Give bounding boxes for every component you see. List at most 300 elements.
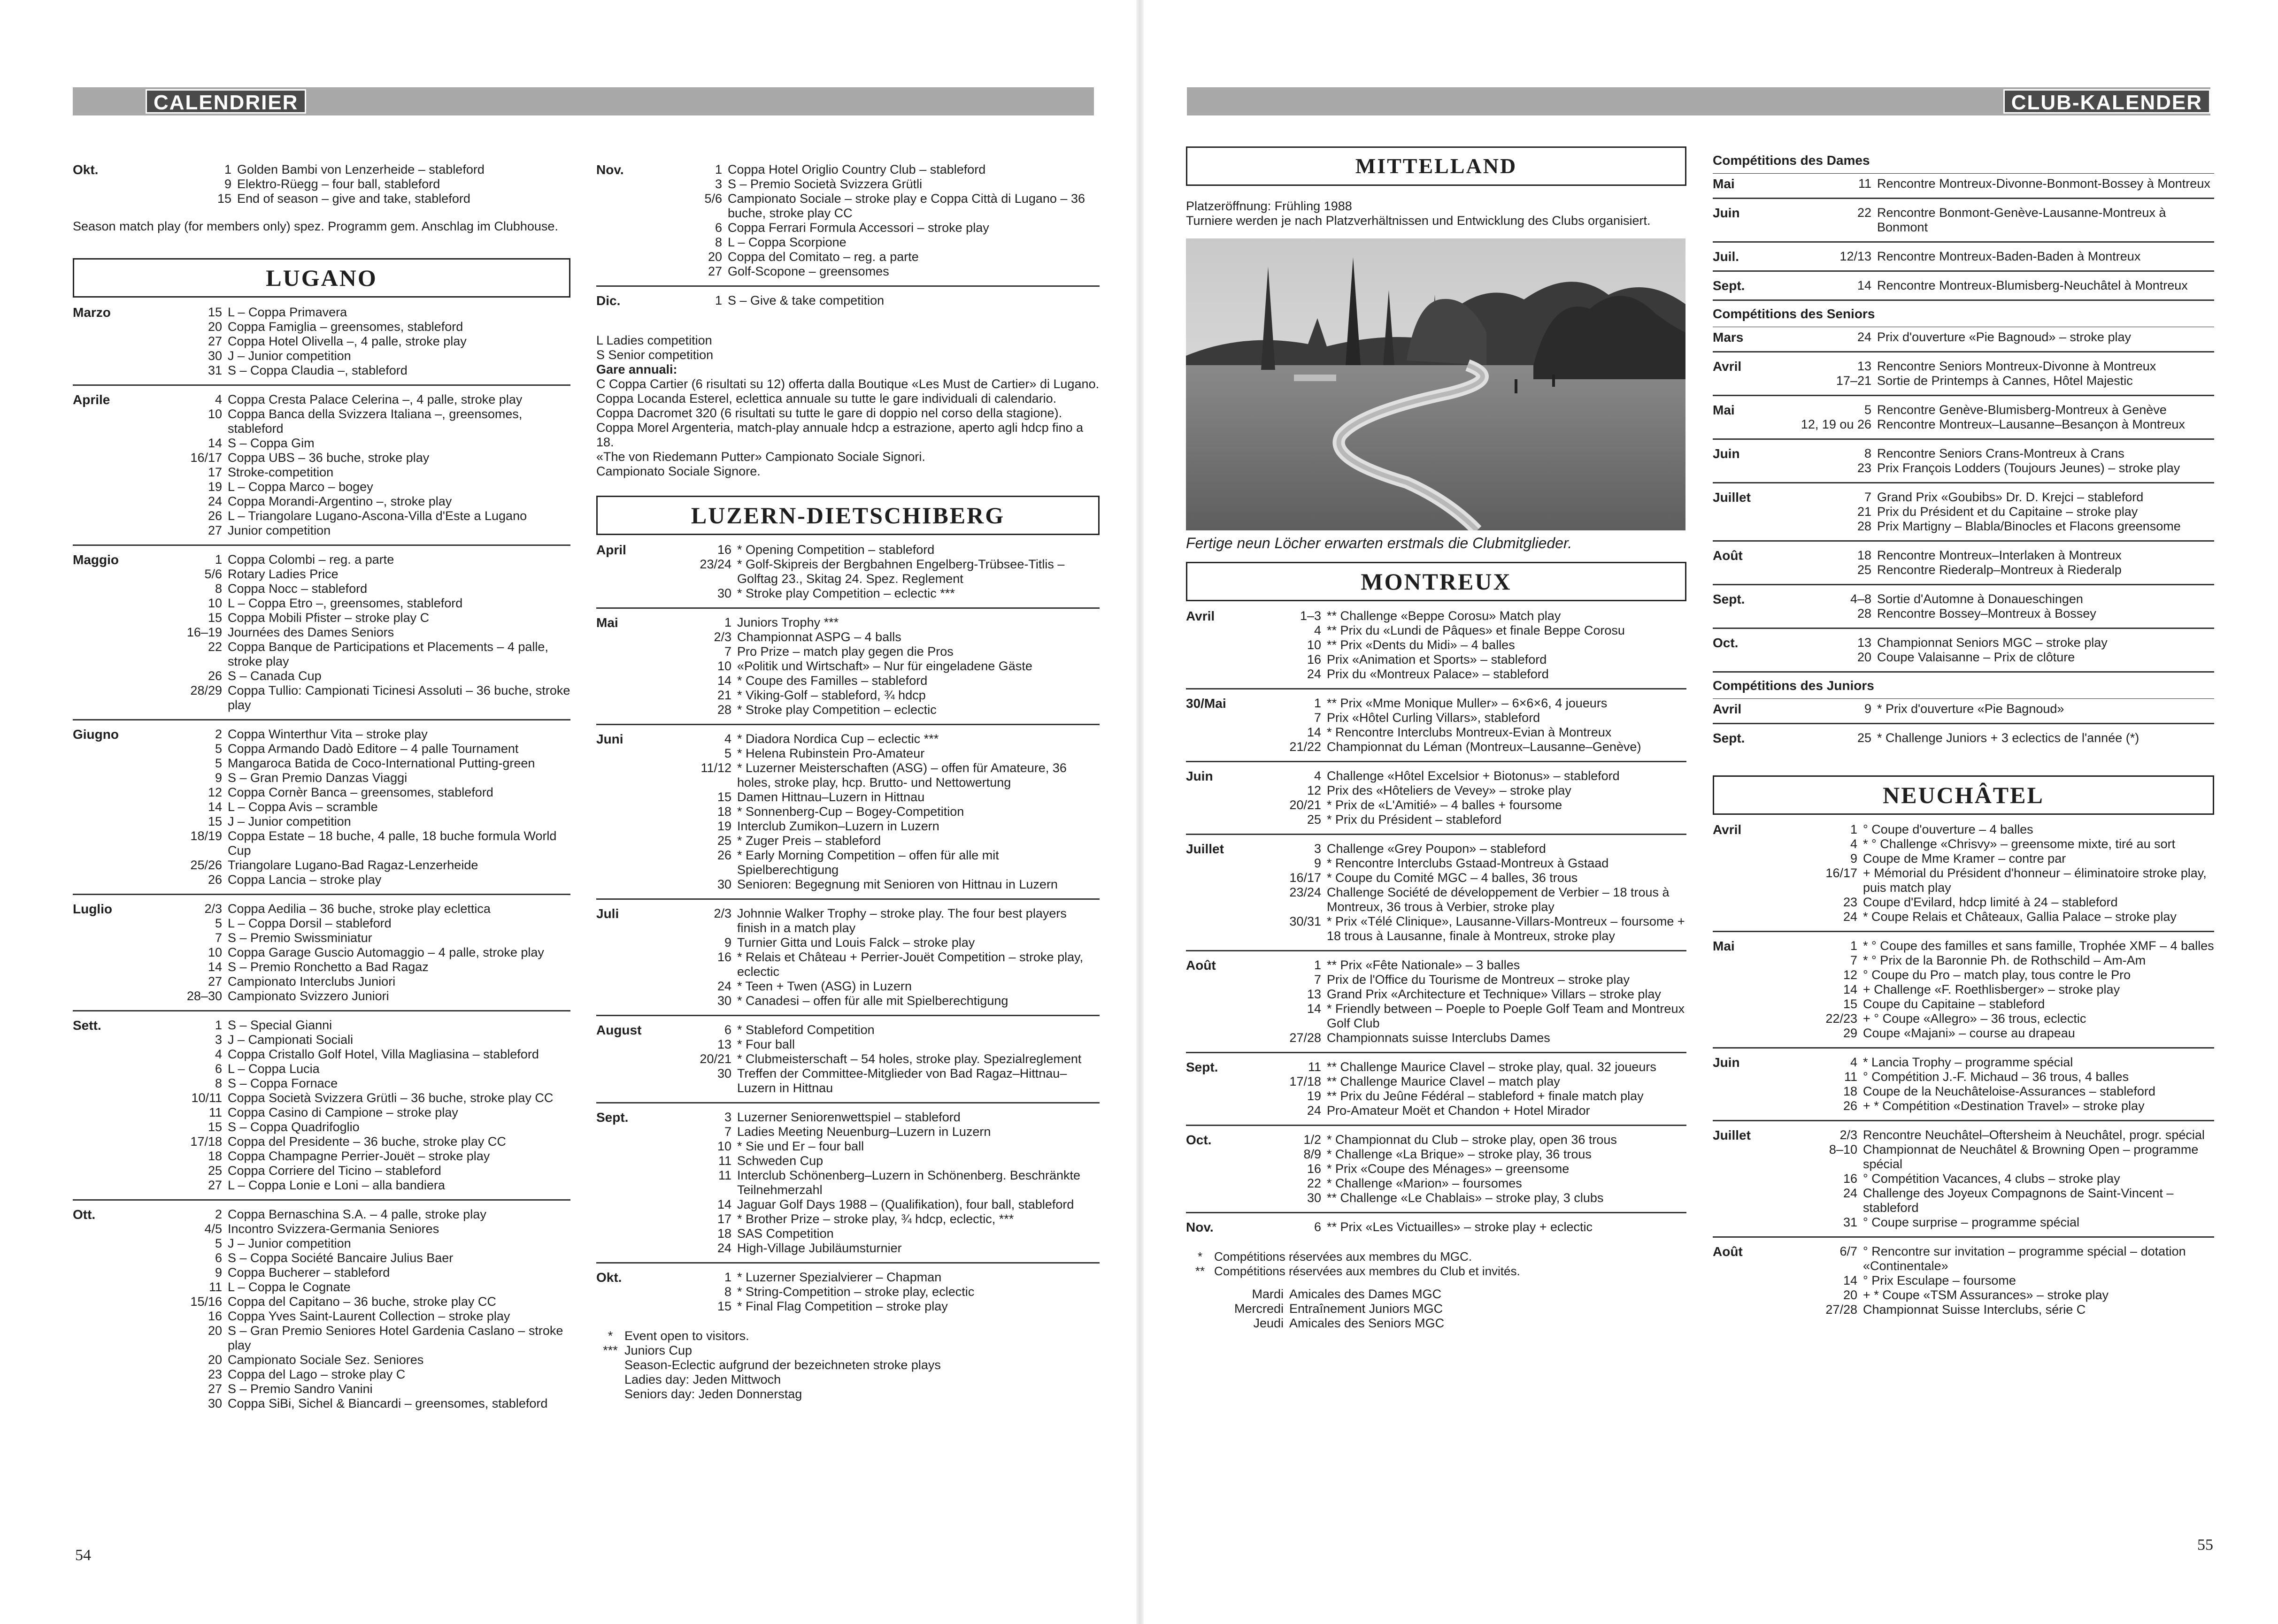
montreux-competitions bbox=[1713, 147, 2214, 752]
event-date: 14 bbox=[717, 1197, 731, 1211]
event-entry bbox=[1256, 652, 1686, 667]
event-entry bbox=[667, 979, 1100, 994]
event-date: 16 bbox=[1307, 652, 1321, 666]
event-entry bbox=[667, 834, 1100, 848]
event-date: 22 bbox=[1307, 1176, 1321, 1190]
event-entry bbox=[667, 659, 1100, 674]
club-title-montreux: MONTREUX bbox=[1186, 562, 1686, 601]
event-entry bbox=[143, 829, 570, 858]
lugano-calendar-continued bbox=[596, 160, 1100, 314]
event-title: Johnnie Walker Trophy – stroke play. The four best players finish in a match play bbox=[737, 906, 1067, 935]
event-title: S – Gran Premio Danzas Viaggi bbox=[228, 771, 408, 785]
event-entry bbox=[667, 1270, 1100, 1285]
event-title: L – Coppa le Cognate bbox=[228, 1280, 351, 1294]
event-entry bbox=[667, 1052, 1100, 1066]
event-entry bbox=[667, 162, 1100, 177]
event-title: Rencontre Seniors Crans-Montreux à Crans bbox=[1877, 446, 2124, 460]
event-entry bbox=[667, 557, 1100, 586]
event-title: * Friendly between – Poeple to Poeple Golf Team and Montreux Golf Club bbox=[1327, 1002, 1685, 1030]
event-date: 14 bbox=[1857, 278, 1871, 292]
event-date: 13 bbox=[1857, 359, 1871, 373]
event-date: 12 bbox=[1843, 968, 1857, 982]
event-date: 15 bbox=[208, 814, 222, 828]
month-block bbox=[1713, 198, 2214, 241]
event-title: Elektro-Rüegg – four ball, stableford bbox=[237, 177, 440, 191]
event-date: 22/23 bbox=[1825, 1011, 1857, 1026]
event-entry bbox=[143, 742, 570, 756]
event-title: Coppa Hotel Origlio Country Club – stableford bbox=[728, 162, 986, 176]
event-entry bbox=[1256, 783, 1686, 798]
page-number-left: 54 bbox=[75, 1547, 91, 1564]
event-title: S – Premio Sandro Vanini bbox=[228, 1382, 373, 1396]
event-date: 15 bbox=[717, 1299, 731, 1313]
month-name: Sett. bbox=[73, 1018, 101, 1033]
mittelland-text-2: Turniere werden je nach Platzverhältnissen und Entwicklung des Clubs organisiert. bbox=[1186, 214, 1651, 228]
event-list bbox=[1783, 548, 2214, 577]
event-entry bbox=[143, 162, 570, 177]
event-entry bbox=[1783, 702, 2214, 716]
month-name: Août bbox=[1713, 548, 1743, 563]
event-date: 20/21 bbox=[700, 1052, 731, 1066]
event-date: 1 bbox=[715, 293, 722, 307]
event-entry bbox=[1783, 176, 2214, 191]
event-title: Junior competition bbox=[228, 523, 331, 537]
month-block bbox=[73, 719, 570, 894]
event-list bbox=[667, 615, 1100, 717]
event-title: ° Compétition J.-F. Michaud – 36 trous, 4 balles bbox=[1863, 1070, 2129, 1084]
gare-annuali-item: Coppa Locanda Esterel, eclettica annuale su tutte le gare individuali di calendario. bbox=[596, 391, 1057, 406]
event-date: 16/17 bbox=[1289, 871, 1321, 885]
event-entry bbox=[667, 950, 1100, 979]
event-title: Prix de l'Office du Tourisme de Montreux – stroke play bbox=[1327, 973, 1630, 987]
event-entry bbox=[143, 611, 570, 625]
month-name: Sept. bbox=[1713, 592, 1745, 606]
event-date: 27 bbox=[708, 264, 722, 278]
event-entry bbox=[143, 1222, 570, 1236]
lugano-abbreviations bbox=[596, 333, 1100, 362]
event-entry bbox=[667, 732, 1100, 746]
event-date: 3 bbox=[1314, 842, 1321, 856]
event-entry bbox=[667, 1168, 1100, 1197]
event-entry bbox=[1256, 914, 1686, 943]
event-list bbox=[667, 543, 1100, 601]
event-title: Championnats suisse Interclubs Dames bbox=[1327, 1031, 1550, 1045]
event-date: 20 bbox=[208, 1353, 222, 1367]
event-title: L – Coppa Etro –, greensomes, stableford bbox=[228, 596, 463, 610]
event-entry bbox=[143, 1236, 570, 1251]
month-block bbox=[596, 898, 1100, 1015]
event-date: 5 bbox=[215, 1236, 222, 1250]
event-entry bbox=[1256, 725, 1686, 740]
event-title: Triangolare Lugano-Bad Ragaz-Lenzerheide bbox=[228, 858, 478, 872]
month-name: Juin bbox=[1713, 446, 1740, 461]
event-date: 4/5 bbox=[204, 1222, 222, 1236]
season-match-play-note: Season match play (for members only) spez. Programm gem. Anschlag im Clubhouse. bbox=[73, 219, 558, 233]
event-date: 10 bbox=[717, 659, 731, 673]
event-date: 26 bbox=[717, 848, 731, 862]
weekly-row bbox=[1186, 1316, 1686, 1331]
event-date: 24 bbox=[717, 979, 731, 993]
event-date: 11 bbox=[1858, 176, 1871, 191]
event-date: 16 bbox=[717, 950, 731, 964]
event-date: 19 bbox=[1307, 1089, 1321, 1103]
event-date: 19 bbox=[717, 819, 731, 833]
event-entry bbox=[1256, 769, 1686, 783]
event-entry bbox=[143, 625, 570, 640]
event-title: SAS Competition bbox=[737, 1226, 834, 1241]
event-entry bbox=[1783, 490, 2214, 505]
event-entry bbox=[667, 644, 1100, 659]
event-date: 30 bbox=[717, 877, 731, 891]
legend-text: Compétitions réservées aux membres du Club et invités. bbox=[1214, 1264, 1520, 1278]
event-title: Coppa Armando Dadò Editore – 4 palle Tournament bbox=[228, 742, 519, 756]
event-entry bbox=[1256, 1176, 1686, 1191]
event-date: 15/16 bbox=[190, 1295, 222, 1309]
month-name: Dic. bbox=[596, 293, 621, 308]
event-date: 11 bbox=[208, 1280, 222, 1294]
event-list bbox=[143, 162, 570, 206]
event-title: * ° Prix de la Baronnie Ph. de Rothschild – Am-Am bbox=[1863, 953, 2146, 967]
month-name: Mai bbox=[1713, 176, 1735, 191]
month-block bbox=[1186, 1052, 1686, 1125]
month-name: Juil. bbox=[1713, 249, 1739, 264]
event-date: 11 bbox=[1308, 1060, 1321, 1074]
event-title: Prix du «Montreux Palace» – stableford bbox=[1327, 667, 1549, 681]
event-entry bbox=[143, 1062, 570, 1076]
event-date: 10 bbox=[717, 1139, 731, 1153]
event-entry bbox=[143, 596, 570, 611]
legend-row bbox=[596, 1329, 1100, 1343]
event-title: Coppa del Comitato – reg. a parte bbox=[728, 250, 919, 264]
event-title: ° Prix Esculape – foursome bbox=[1863, 1273, 2016, 1287]
event-title: S – Premio Società Svizzera Grütli bbox=[728, 177, 923, 191]
month-name: Mai bbox=[1713, 403, 1735, 417]
event-title: Prix des «Hôteliers de Vevey» – stroke play bbox=[1327, 783, 1571, 797]
event-title: Golf-Scopone – greensomes bbox=[728, 264, 889, 278]
event-title: ** Prix du «Lundi de Pâques» et finale Beppe Corosu bbox=[1327, 623, 1625, 637]
weekly-activity: Amicales des Seniors MGC bbox=[1289, 1316, 1445, 1330]
event-entry bbox=[143, 800, 570, 814]
event-entry bbox=[143, 1324, 570, 1353]
golf-course-photo-image bbox=[1186, 238, 1685, 530]
event-entry bbox=[143, 1033, 570, 1047]
event-list bbox=[1783, 1244, 2214, 1317]
event-title: ** Challenge «Beppe Corosu» Match play bbox=[1327, 609, 1561, 623]
gare-annuali-item: «The von Riedemann Putter» Campionato Sociale Signori. bbox=[596, 450, 925, 464]
event-entry bbox=[143, 1120, 570, 1134]
legend-symbol: * bbox=[1197, 1249, 1203, 1264]
event-title: * Championnat du Club – stroke play, open 36 trous bbox=[1327, 1133, 1617, 1147]
month-name: Marzo bbox=[73, 305, 111, 320]
event-title: * Lancia Trophy – programme spécial bbox=[1863, 1055, 2073, 1069]
month-block bbox=[1713, 395, 2214, 438]
event-entry bbox=[143, 334, 570, 349]
event-date: 10 bbox=[208, 407, 222, 421]
event-entry bbox=[143, 582, 570, 596]
event-entry bbox=[1783, 1099, 2214, 1113]
event-date: 14 bbox=[208, 960, 222, 974]
event-title: Rencontre Bossey–Montreux à Bossey bbox=[1877, 606, 2096, 620]
event-date: 14 bbox=[1307, 725, 1321, 739]
month-block bbox=[73, 894, 570, 1010]
event-title: Damen Hittnau–Luzern in Hittnau bbox=[737, 790, 925, 804]
month-name: Sept. bbox=[596, 1110, 629, 1125]
event-entry bbox=[667, 235, 1100, 250]
event-entry bbox=[143, 858, 570, 873]
event-entry bbox=[1783, 359, 2214, 374]
legend-text: Ladies day: Jeden Mittwoch bbox=[624, 1372, 781, 1387]
event-title: Coppa Tullio: Campionati Ticinesi Assoluti – 36 buche, stroke play bbox=[228, 683, 570, 712]
event-entry bbox=[667, 994, 1100, 1008]
event-date: 18 bbox=[208, 1149, 222, 1163]
month-block bbox=[1713, 540, 2214, 584]
event-date: 14 bbox=[208, 436, 222, 450]
competition-section-list bbox=[1713, 174, 2214, 299]
event-date: 8 bbox=[215, 582, 222, 596]
gare-annuali-item: C Coppa Cartier (6 risultati su 12) offerta dalla Boutique «Les Must de Cartier» di Lugano. bbox=[596, 377, 1100, 391]
event-list bbox=[143, 1207, 570, 1411]
event-date: 5 bbox=[724, 746, 731, 760]
event-entry bbox=[667, 221, 1100, 235]
event-title: Coupe Valaisanne – Prix de clôture bbox=[1877, 650, 2075, 664]
event-title: Jaguar Golf Days 1988 – (Qualifikation), four ball, stableford bbox=[737, 1197, 1074, 1211]
month-name: Juin bbox=[1713, 1055, 1740, 1070]
event-title: * Diadora Nordica Cup – eclectic *** bbox=[737, 732, 939, 746]
event-title: ° Rencontre sur invitation – programme spécial – dotation «Continentale» bbox=[1863, 1244, 2186, 1273]
event-date: 17 bbox=[208, 465, 222, 479]
event-date: 10/11 bbox=[191, 1091, 222, 1105]
month-name: Mai bbox=[1713, 939, 1735, 953]
month-block bbox=[1713, 628, 2214, 671]
event-title: Grand Prix «Goubibs» Dr. D. Krejci – stableford bbox=[1877, 490, 2144, 504]
event-title: Luzerner Seniorenwettspiel – stableford bbox=[737, 1110, 961, 1124]
event-title: L – Triangolare Lugano-Ascona-Villa d'Este a Lugano bbox=[228, 509, 527, 523]
event-title: * Final Flag Competition – stroke play bbox=[737, 1299, 948, 1313]
event-date: 20 bbox=[1857, 650, 1871, 664]
event-entry bbox=[143, 931, 570, 945]
event-list bbox=[1783, 1055, 2214, 1113]
event-title: Prix Martigny – Blabla/Binocles et Flacons greensome bbox=[1877, 519, 2181, 533]
weekly-day: Mercredi bbox=[1234, 1302, 1284, 1316]
event-title: J – Junior competition bbox=[228, 349, 351, 363]
event-date: 20 bbox=[208, 320, 222, 334]
event-title: Rencontre Montreux–Interlaken à Montreux bbox=[1877, 548, 2122, 562]
event-date: 24 bbox=[1307, 1103, 1321, 1118]
event-title: ** Prix «Dents du Midi» – 4 balles bbox=[1327, 638, 1515, 652]
event-date: 4–8 bbox=[1850, 592, 1871, 606]
legend-text: Season-Eclectic aufgrund der bezeichneten stroke plays bbox=[624, 1358, 941, 1372]
event-title: L – Coppa Lucia bbox=[228, 1062, 320, 1076]
event-title: Interclub Schönenberg–Luzern in Schönenberg. Beschränkte Teilnehmerzahl bbox=[737, 1168, 1080, 1197]
month-block bbox=[1713, 482, 2214, 540]
event-date: 5/6 bbox=[704, 192, 722, 206]
event-entry bbox=[1783, 997, 2214, 1011]
event-title: Coppa SiBi, Sichel & Biancardi – greensomes, stableford bbox=[228, 1396, 548, 1410]
event-entry bbox=[143, 683, 570, 712]
event-title: Rencontre Bonmont-Genève-Lausanne-Montreux à Bonmont bbox=[1877, 206, 2166, 234]
event-entry bbox=[1256, 798, 1686, 812]
legend-symbol: *** bbox=[603, 1343, 618, 1357]
event-entry bbox=[143, 1207, 570, 1222]
neuchatel-calendar bbox=[1713, 820, 2214, 1324]
event-entry bbox=[143, 1105, 570, 1120]
legend-row bbox=[1186, 1249, 1686, 1264]
event-date: 25/26 bbox=[190, 858, 222, 872]
event-title: * ° Challenge «Chrisvy» – greensome mixte, tiré au sort bbox=[1863, 837, 2176, 851]
event-title: Championnat de Neuchâtel & Browning Open – programme spécial bbox=[1863, 1142, 2199, 1171]
event-entry bbox=[143, 902, 570, 916]
event-title: * Prix du Président – stableford bbox=[1327, 812, 1502, 827]
legend-row bbox=[596, 1358, 1100, 1372]
event-date: 22 bbox=[208, 640, 222, 654]
event-date: 11 bbox=[718, 1154, 731, 1168]
event-list bbox=[143, 727, 570, 887]
club-title-lugano: LUGANO bbox=[73, 258, 570, 298]
month-name: Sept. bbox=[1713, 731, 1745, 745]
event-entry bbox=[1783, 330, 2214, 345]
event-date: 14 bbox=[208, 800, 222, 814]
event-title: + Challenge «F. Roethlisberger» – stroke play bbox=[1863, 982, 2120, 996]
competition-section-title: Compétitions des Juniors bbox=[1713, 671, 2214, 699]
event-entry bbox=[1256, 885, 1686, 914]
event-list bbox=[143, 305, 570, 378]
event-title: Coppa Cornèr Banca – greensomes, stableford bbox=[228, 785, 493, 799]
event-entry bbox=[1783, 1084, 2214, 1099]
event-title: Coppa Società Svizzera Grütli – 36 buche, stroke play CC bbox=[228, 1091, 554, 1105]
event-date: 1 bbox=[1314, 958, 1321, 972]
event-entry bbox=[1256, 973, 1686, 987]
event-list bbox=[1256, 842, 1686, 943]
event-title: * Luzerner Meisterschaften (ASG) – offen für Amateure, 36 holes, stroke play, hcp. Brutto- und Nettowertung bbox=[737, 761, 1067, 789]
event-entry bbox=[1783, 1142, 2214, 1172]
event-entry bbox=[1256, 696, 1686, 711]
event-date: 4 bbox=[1850, 1055, 1857, 1069]
event-title: Golden Bambi von Lenzerheide – stableford bbox=[237, 162, 485, 176]
event-title: Championnat du Léman (Montreux–Lausanne–Genève) bbox=[1327, 740, 1641, 754]
event-entry bbox=[1256, 1089, 1686, 1103]
event-date: 9 bbox=[724, 935, 731, 950]
event-date: 6 bbox=[215, 1251, 222, 1265]
event-title: L – Coppa Marco – bogey bbox=[228, 480, 373, 494]
abbreviation-note: S Senior competition bbox=[596, 348, 714, 362]
event-title: Coppa Champagne Perrier-Jouët – stroke play bbox=[228, 1149, 490, 1163]
event-date: 17 bbox=[717, 1212, 731, 1226]
month-name: Août bbox=[1186, 958, 1216, 973]
luzern-calendar bbox=[596, 540, 1100, 1320]
event-list bbox=[1256, 1060, 1686, 1118]
event-title: L – Coppa Dorsil – stableford bbox=[228, 916, 392, 930]
event-date: 10 bbox=[208, 945, 222, 959]
event-title: Stroke-competition bbox=[228, 465, 334, 479]
month-block bbox=[73, 160, 570, 213]
event-title: * Stroke play Competition – eclectic bbox=[737, 703, 937, 717]
event-title: Coppa del Lago – stroke play C bbox=[228, 1367, 406, 1381]
event-date: 26 bbox=[208, 873, 222, 887]
gare-annuali-item: Coppa Dacromet 320 (6 risultati su tutte le gare di doppio nel corso della stagione). bbox=[596, 406, 1062, 420]
event-entry bbox=[1783, 1244, 2214, 1273]
event-list bbox=[1783, 731, 2214, 745]
event-title: Coppa Cristallo Golf Hotel, Villa Magliasina – stableford bbox=[228, 1047, 539, 1061]
event-date: 12 bbox=[1307, 783, 1321, 797]
event-title: Prix «Animation et Sports» – stableford bbox=[1327, 652, 1547, 666]
event-entry bbox=[1783, 953, 2214, 968]
event-entry bbox=[143, 349, 570, 363]
event-date: 15 bbox=[1843, 997, 1857, 1011]
event-date: 4 bbox=[724, 732, 731, 746]
left-header-bar bbox=[73, 87, 1094, 115]
event-date: 4 bbox=[1850, 837, 1857, 851]
event-date: 1 bbox=[715, 162, 722, 176]
event-title: Championnat ASPG – 4 balls bbox=[737, 630, 901, 644]
month-block bbox=[73, 544, 570, 719]
event-list bbox=[1783, 592, 2214, 621]
month-block bbox=[596, 724, 1100, 898]
event-date: 16 bbox=[1843, 1172, 1857, 1186]
event-title: * Rencontre Interclubs Gstaad-Montreux à Gstaad bbox=[1327, 856, 1609, 870]
event-list bbox=[1783, 359, 2214, 388]
event-title: Rencontre Genève-Blumisberg-Montreux à Genève bbox=[1877, 403, 2167, 417]
event-date: 5 bbox=[215, 756, 222, 770]
event-date: 1 bbox=[215, 1018, 222, 1032]
event-entry bbox=[667, 586, 1100, 601]
event-date: 27 bbox=[208, 523, 222, 537]
event-date: 17/18 bbox=[1289, 1074, 1321, 1088]
event-date: 6 bbox=[715, 221, 722, 235]
event-list bbox=[667, 732, 1100, 892]
event-date: 7 bbox=[1314, 711, 1321, 725]
event-title: Campionato Svizzero Juniori bbox=[228, 989, 389, 1003]
event-title: * Stroke play Competition – eclectic *** bbox=[737, 586, 955, 600]
event-entry bbox=[143, 1251, 570, 1265]
event-title: Championnat Suisse Interclubs, série C bbox=[1863, 1302, 2086, 1317]
month-block bbox=[596, 540, 1100, 607]
month-name: Juillet bbox=[1713, 490, 1751, 505]
event-date: 9 bbox=[215, 1265, 222, 1279]
event-entry bbox=[1783, 548, 2214, 563]
event-date: 16 bbox=[717, 543, 731, 557]
event-title: * Four ball bbox=[737, 1037, 795, 1051]
event-title: Coppa del Capitano – 36 buche, stroke play CC bbox=[228, 1295, 496, 1309]
event-list bbox=[1256, 609, 1686, 682]
event-date: 25 bbox=[1307, 812, 1321, 827]
event-list bbox=[667, 1023, 1100, 1095]
event-entry bbox=[1783, 1055, 2214, 1070]
event-title: High-Village Jubiläumsturnier bbox=[737, 1241, 902, 1255]
event-entry bbox=[1256, 638, 1686, 652]
event-title: Sortie d'Automne à Donaueschingen bbox=[1877, 592, 2083, 606]
event-entry bbox=[667, 1299, 1100, 1314]
event-title: * Early Morning Competition – offen für alle mit Spielberechtigung bbox=[737, 848, 999, 877]
event-title: * Canadesi – offen für alle mit Spielberechtigung bbox=[737, 994, 1008, 1008]
event-date: 23/24 bbox=[1289, 885, 1321, 899]
event-entry bbox=[667, 790, 1100, 804]
event-list bbox=[1256, 958, 1686, 1045]
event-entry bbox=[667, 935, 1100, 950]
event-date: 8–10 bbox=[1829, 1142, 1857, 1157]
event-date: 28 bbox=[1857, 606, 1871, 620]
event-title: Coppa Famiglia – greensomes, stableford bbox=[228, 320, 463, 334]
event-date: 2 bbox=[215, 1207, 222, 1221]
event-title: + ° Coupe «Allegro» – 36 trous, eclectic bbox=[1863, 1011, 2086, 1026]
month-name: Luglio bbox=[73, 902, 112, 916]
event-entry bbox=[143, 451, 570, 465]
event-title: Coppa Cresta Palace Celerina –, 4 palle, stroke play bbox=[228, 392, 523, 406]
event-date: 8 bbox=[715, 235, 722, 249]
event-date: 11/12 bbox=[700, 761, 731, 775]
event-entry bbox=[1783, 461, 2214, 475]
event-entry bbox=[1256, 609, 1686, 623]
page-number-right: 55 bbox=[2197, 1536, 2213, 1554]
